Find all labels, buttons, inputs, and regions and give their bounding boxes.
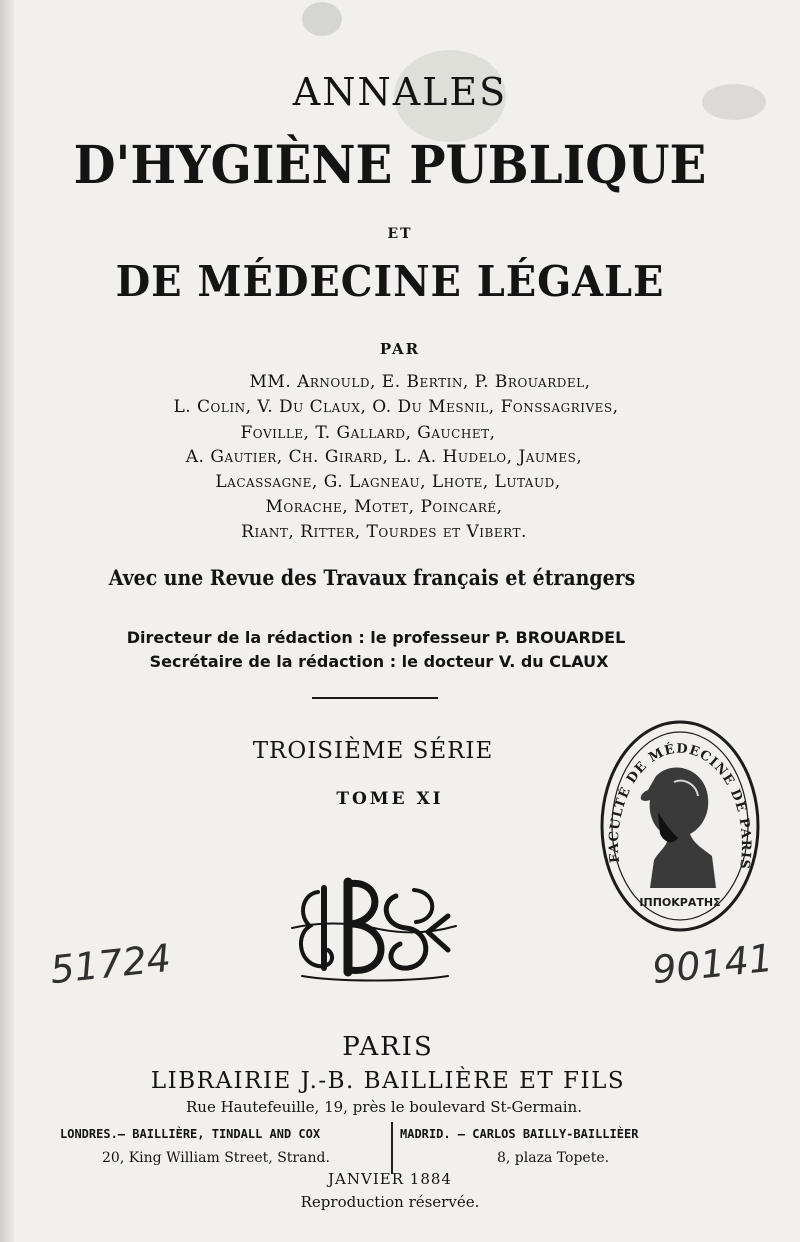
title-line-2: D'HYGIÈNE PUBLIQUE [73, 135, 707, 196]
authors-line: L. Colin, V. Du Claux, O. Du Mesnil, Fonssagrives, [173, 397, 619, 417]
london-address: 20, King William Street, Strand. [102, 1150, 330, 1166]
authors-line: Morache, Motet, Poincaré, [265, 497, 503, 517]
publisher-city: PARIS [342, 1032, 434, 1062]
rights-notice: Reproduction réservée. [300, 1193, 480, 1211]
director-line: Directeur de la rédaction : le professeur P. BROUARDEL [126, 628, 626, 647]
review-line: Avec une Revue des Travaux français et étrangers [108, 565, 636, 590]
authors-line: MM. Arnould, E. Bertin, P. Brouardel, [249, 372, 591, 392]
title-connector: ET [387, 226, 413, 242]
madrid-agent: MADRID. — CARLOS BAILLY-BAILLIÈER [400, 1127, 639, 1141]
publisher-monogram-icon [288, 872, 460, 984]
authors-line: Riant, Ritter, Tourdes et Vibert. [241, 522, 527, 542]
title-line-1: ANNALES [292, 70, 508, 114]
stamp-text: FACULTÉ DE MÉDECINE DE PARIS [606, 741, 754, 871]
library-stamp [598, 718, 762, 934]
column-separator [391, 1122, 393, 1174]
authors-par: PAR [379, 340, 421, 358]
authors-line: Foville, T. Gallard, Gauchet, [240, 423, 496, 443]
london-agent: LONDRES.— BAILLIÈRE, TINDALL AND COX [60, 1127, 321, 1141]
handwritten-inventory-number: 90141 [650, 935, 775, 993]
series-label: TROISIÈME SÉRIE [252, 738, 494, 764]
secretary-line: Secrétaire de la rédaction : le docteur V. du CLAUX [149, 652, 609, 671]
madrid-address: 8, plaza Topete. [497, 1150, 610, 1166]
authors-line: A. Gautier, Ch. Girard, L. A. Hudelo, Jaumes, [185, 447, 583, 467]
handwritten-call-number: 51724 [48, 935, 173, 993]
ink-smudge [302, 2, 342, 36]
divider-rule [312, 697, 438, 699]
tome-label: TOME XI [336, 789, 444, 809]
publisher-name: LIBRAIRIE J.-B. BAILLIÈRE ET FILS [150, 1068, 626, 1094]
portrait-bust-icon [641, 767, 716, 888]
title-line-3: DE MÉDECINE LÉGALE [115, 257, 665, 306]
authors-line: Lacassagne, G. Lagneau, Lhote, Lutaud, [215, 472, 561, 492]
publication-date: JANVIER 1884 [328, 1170, 452, 1188]
publisher-address: Rue Hautefeuille, 19, près le boulevard St-Germain. [186, 1098, 582, 1116]
stamp-caption: ΙΠΠΟΚΡΑΤΗΣ [639, 896, 721, 909]
